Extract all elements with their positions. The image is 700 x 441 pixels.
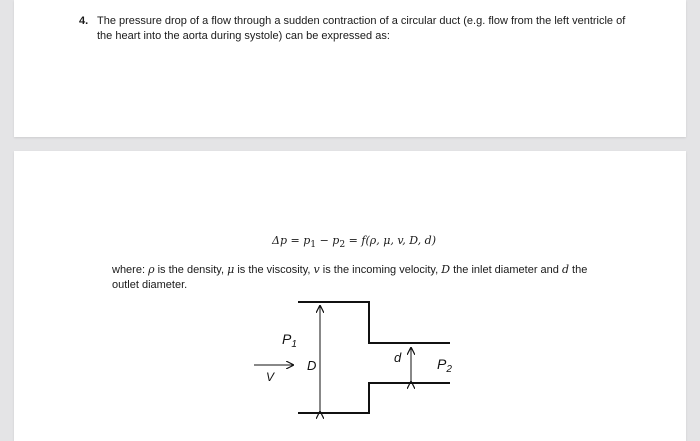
duct-lower-wall [298,383,450,413]
question-body: The pressure drop of a flow through a sudden contraction of a circular duct (e.g. flow from the left ventricle of the heart into the aorta during systole) can be expressed as: [97,15,626,42]
symbol-D: D [441,263,451,276]
where-part: is the density, [154,264,228,276]
eq-sub1: 1 [310,239,317,251]
duct-upper-wall [298,302,450,343]
eq-sub2: 2 [339,239,346,251]
symbol-v: v [313,263,320,276]
where-part: is the incoming velocity, [319,264,442,276]
velocity-label: V [266,370,275,384]
eq-rhs: = f(ρ, μ, v, D, d) [345,234,437,247]
p1-label: $P_1$ [282,331,297,350]
eq-minus: − p [316,234,340,247]
symbol-d: d [561,263,569,276]
outlet-diameter-label: d [394,350,402,365]
where-part: is the viscosity, [234,264,314,276]
eq-lhs: Δp = p [272,234,311,247]
symbol-mu: μ [227,263,235,276]
symbol-rho: ρ [148,263,155,276]
where-part: the outlet diameter. [112,264,588,291]
question-number: 4. [79,15,89,27]
inlet-diameter-label: D [307,358,317,373]
where-part: the inlet diameter and [450,264,562,276]
where-part: where: [112,264,149,276]
p2-label: $P_2$ [437,356,452,375]
